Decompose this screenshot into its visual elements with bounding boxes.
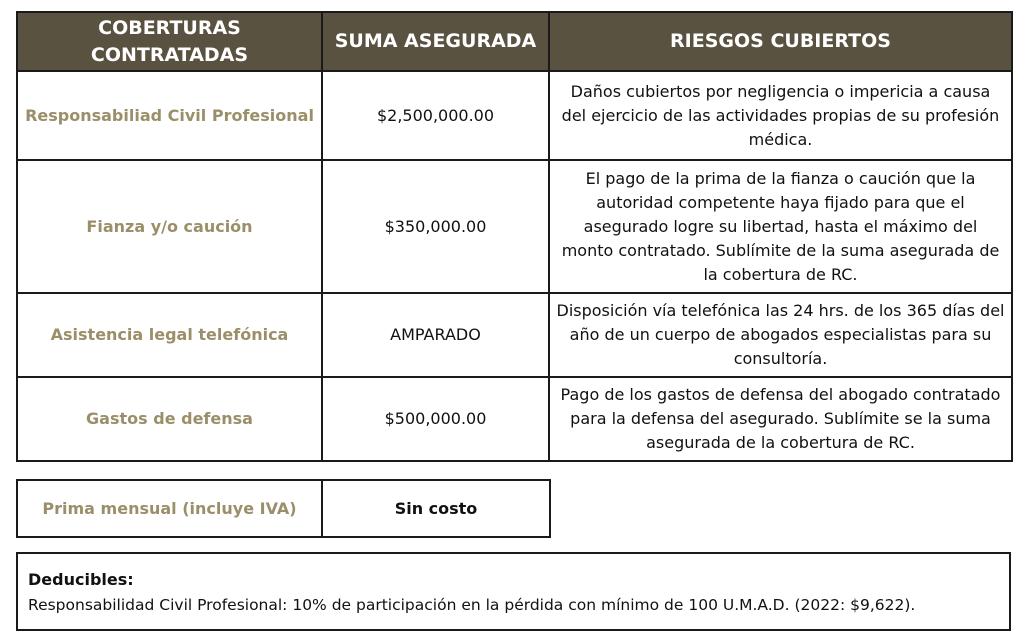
table-row: [17, 293, 1012, 377]
sum-insured: AMPARADO: [322, 293, 549, 377]
header-suma-asegurada: SUMA ASEGURADA: [322, 12, 549, 71]
deductibles-title: Deducibles:: [28, 570, 134, 589]
coverage-name: Responsabiliad Civil Profesional: [17, 71, 322, 160]
risk-description: Daños cubiertos por negligencia o impericia a causa del ejercicio de las actividades propias de su profesión médica.: [549, 71, 1012, 160]
header-riesgos-cubiertos: RIESGOS CUBIERTOS: [549, 12, 1012, 71]
coverage-name: Asistencia legal telefónica: [17, 293, 322, 377]
premium-value: Sin costo: [322, 480, 550, 537]
premium-row: [17, 480, 550, 537]
sum-insured: $2,500,000.00: [322, 71, 549, 160]
table-row: [17, 160, 1012, 293]
sum-insured: $350,000.00: [322, 160, 549, 293]
premium-table: [16, 479, 551, 538]
table-row: [17, 71, 1012, 160]
risk-description: El pago de la prima de la fianza o caución que la autoridad competente haya fijado para que el asegurado logre su libertad, hasta el máximo del monto contratado. Sublímite de la suma asegurada de la cobertura de RC.: [549, 160, 1012, 293]
table-row: [17, 377, 1012, 461]
sum-insured: $500,000.00: [322, 377, 549, 461]
risk-description: Pago de los gastos de defensa del abogado contratado para la defensa del asegurado. Sublímite se la suma asegurada de la cobertura de RC.: [549, 377, 1012, 461]
deductibles-box: [16, 552, 1011, 631]
premium-label: Prima mensual (incluye IVA): [17, 480, 322, 537]
coverage-table: [16, 11, 1013, 462]
deductibles-text: Responsabilidad Civil Profesional: 10% de participación en la pérdida con mínimo de 100 U.M.A.D. (2022: $9,622).: [28, 596, 916, 614]
risk-description: Disposición vía telefónica las 24 hrs. de los 365 días del año de un cuerpo de abogados especialistas para su consultoría.: [549, 293, 1012, 377]
coverage-name: Gastos de defensa: [17, 377, 322, 461]
coverage-name: Fianza y/o caución: [17, 160, 322, 293]
header-row: [17, 12, 1012, 71]
header-coberturas: COBERTURAS CONTRATADAS: [17, 12, 322, 71]
